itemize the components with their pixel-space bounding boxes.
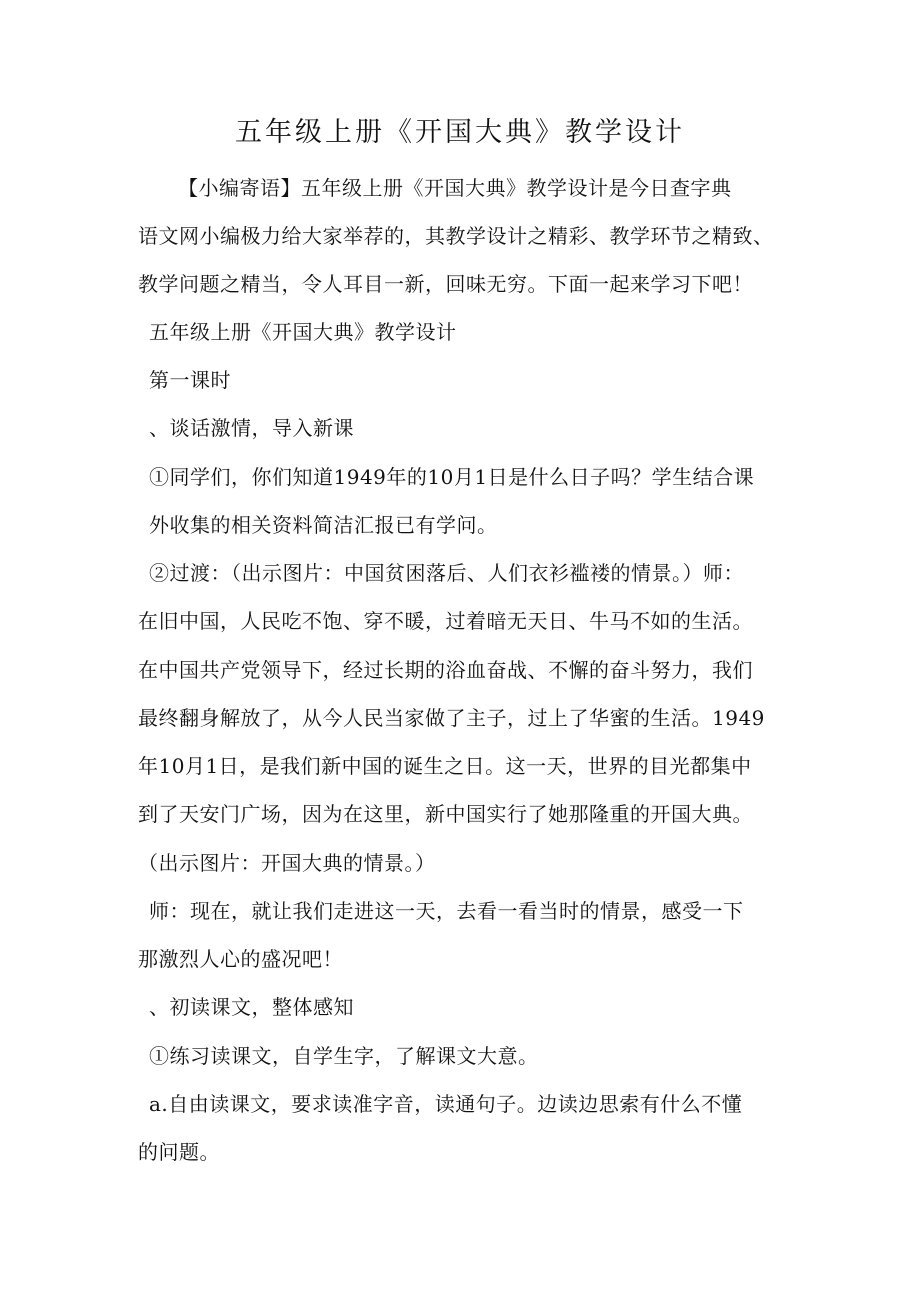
paragraph-line: 最终翻身解放了，从今人民当家做了主子，过上了华蜜的生活。1949 — [138, 706, 765, 730]
paragraph-line: ①练习读课文，自学生字，了解课文大意。 — [149, 1044, 539, 1068]
paragraph-line: 到了天安门广场，因为在这里，新中国实行了她那隆重的开国大典。 — [138, 802, 753, 826]
paragraph-line: 那激烈人心的盛况吧！ — [138, 947, 343, 971]
paragraph-line: 外收集的相关资料简洁汇报已有学问。 — [149, 513, 498, 537]
paragraph-line: 在中国共产党领导下，经过长期的浴血奋战、不懈的奋斗努力，我们 — [138, 658, 753, 682]
document-title: 五年级上册《开国大典》教学设计 — [235, 117, 685, 148]
paragraph-line: 的问题。 — [138, 1140, 220, 1164]
paragraph-line: 教学问题之精当，令人耳目一新，回味无穷。下面一起来学习下吧！ — [138, 272, 753, 296]
section-heading: 、初读课文，整体感知 — [149, 995, 354, 1019]
paragraph-line: 【小编寄语】五年级上册《开国大典》教学设计是今日查字典 — [178, 176, 732, 200]
paragraph-line: a.自由读课文，要求读准字音，读通句子。边读边思索有什么不懂 — [149, 1092, 743, 1116]
section-heading: 、谈话激情，导入新课 — [149, 416, 354, 440]
section-heading: 第一课时 — [149, 368, 231, 392]
paragraph-line: 在旧中国，人民吃不饱、穿不暖，过着暗无天日、牛马不如的生活。 — [138, 609, 753, 633]
paragraph-line: （出示图片：开国大典的情景。） — [138, 851, 436, 875]
paragraph-line: ②过渡：（出示图片：中国贫困落后、人们衣衫褴褛的情景。）师： — [149, 561, 744, 585]
paragraph-line: 师：现在，就让我们走进这一天，去看一看当时的情景，感受一下 — [149, 899, 744, 923]
paragraph-line: ①同学们，你们知道1949年的10月1日是什么日子吗？学生结合课 — [149, 465, 755, 489]
paragraph-line: 年10月1日，是我们新中国的诞生之日。这一天，世界的目光都集中 — [138, 754, 752, 778]
section-heading: 五年级上册《开国大典》教学设计 — [149, 320, 457, 344]
paragraph-line: 语文网小编极力给大家举荐的，其教学设计之精彩、教学环节之精致、 — [138, 224, 774, 248]
